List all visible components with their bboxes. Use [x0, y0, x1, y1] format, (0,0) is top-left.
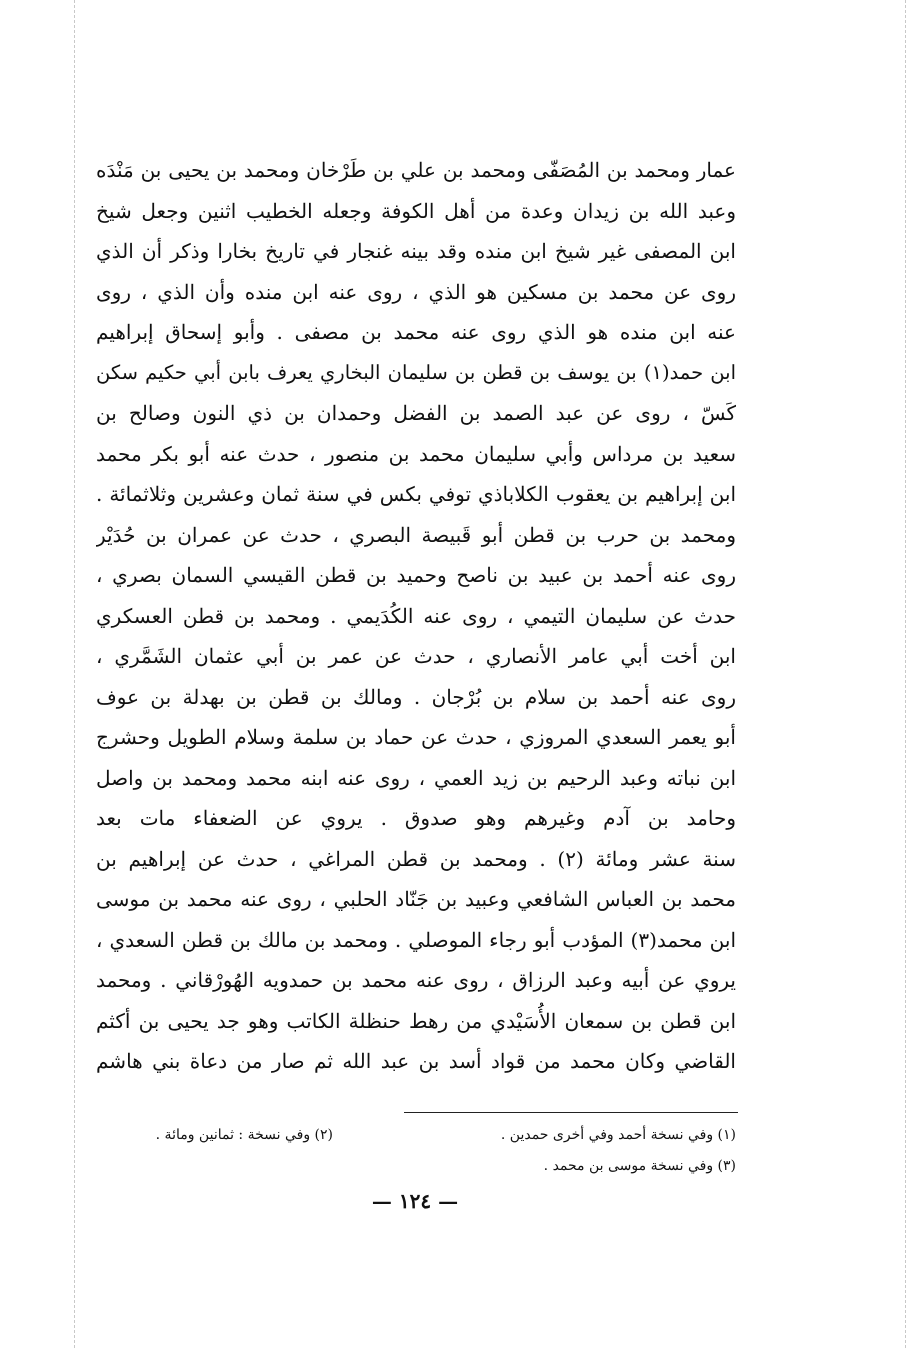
scan-edge-right: [905, 0, 906, 1348]
text-line: كَسّ ، روى عن عبد الصمد بن الفضل وحمدان بن ذي النون وصالح بن: [96, 401, 736, 425]
text-line: روى عنه أحمد بن عبيد بن ناصح وحميد بن قطن القيسي السمان بصري ،: [96, 563, 736, 587]
text-line: ابن قطن بن سمعان الأُسَيْدي من رهط حنظلة الكاتب وهو جد يحيى بن أكثم: [96, 1008, 736, 1033]
text-line: القاضي وكان محمد من قواد أسد بن عبد الله ثم صار من دعاة بني هاشم: [96, 1049, 736, 1073]
scan-edge-left: [74, 0, 75, 1348]
text-line: يروي عن أبيه وعبد الرزاق ، روى عنه محمد بن حمدويه الهُورْقاني . ومحمد: [96, 968, 736, 992]
text-line: روى عنه أحمد بن سلام بن بُرْجان . ومالك بن قطن بن بهدلة بن عوف: [96, 684, 736, 709]
text-line: عنه ابن منده هو الذي روى عنه محمد بن مصفى . وأبو إسحاق إبراهيم: [96, 320, 736, 344]
footnote-2: (٢) وفي نسخة : ثمانين ومائة .: [155, 1127, 333, 1143]
text-line: سعيد بن مرداس وأبي سليمان محمد بن منصور ، حدث عنه أبو بكر محمد: [96, 441, 736, 466]
footnote-3: (٣) وفي نسخة موسى بن محمد .: [543, 1158, 736, 1174]
text-line: سنة عشر ومائة (٢) . ومحمد بن قطن المراغي ، حدث عن إبراهيم بن: [96, 846, 736, 871]
text-line: حدث عن سليمان التيمي ، روى عنه الكُدَيمي . ومحمد بن قطن العسكري: [96, 603, 736, 628]
text-line: ابن إبراهيم بن يعقوب الكلاباذي توفي بكس في سنة ثمان وعشرين وثلاثمائة .: [96, 482, 736, 506]
text-line: ابن المصفى غير شيخ ابن منده وقد بينه غنجار في تاريخ بخارا وذكر أن الذي: [96, 239, 736, 263]
text-line: أبو يعمر السعدي المروزي ، حدث عن حماد بن سلمة وسلام الطويل وحشرج: [96, 725, 736, 749]
text-line: ابن أخت أبي عامر الأنصاري ، حدث عن عمر بن أبي عثمان الشَمَّري ،: [96, 644, 736, 668]
page-number: — ١٢٤ —: [371, 1189, 459, 1213]
text-line: ابن محمد(٣) المؤدب أبو رجاء الموصلي . ومحمد بن مالك بن قطن السعدي ،: [96, 927, 736, 952]
text-line: وحامد بن آدم وغيرهم وهو صدوق . يروي عن الضعفاء مات بعد: [96, 806, 736, 830]
footnote-1: (١) وفي نسخة أحمد وفي أخرى حمدين .: [500, 1127, 736, 1143]
text-line: محمد بن العباس الشافعي وعبيد بن جَنّاد الحلبي ، روى عنه محمد بن موسى: [96, 887, 736, 911]
text-line: روى عن محمد بن مسكين هو الذي ، روى عنه ابن منده وأن الذي ، روى: [96, 279, 736, 304]
footnote-separator: [404, 1112, 738, 1113]
text-line: عمار ومحمد بن المُصَفّى ومحمد بن علي بن طَرْخان ومحمد بن يحيى بن مَنْدَه: [96, 158, 736, 182]
main-text-block: [96, 150, 736, 1082]
text-line: ابن نباته وعبد الرحيم بن زيد العمي ، روى عنه ابنه محمد ومحمد بن واصل: [96, 765, 736, 790]
text-line: وعبد الله بن زيدان وعدة من أهل الكوفة وجعله الخطيب اثنين وجعل شيخ: [96, 198, 736, 223]
text-line: ومحمد بن حرب بن قطن أبو قَبيصة البصري ، حدث عن عمران بن حُدَيْر: [96, 522, 736, 547]
text-line: ابن حمد(١) بن يوسف بن قطن بن سليمان البخاري يعرف بابن أبي حكيم سكن: [96, 360, 736, 384]
